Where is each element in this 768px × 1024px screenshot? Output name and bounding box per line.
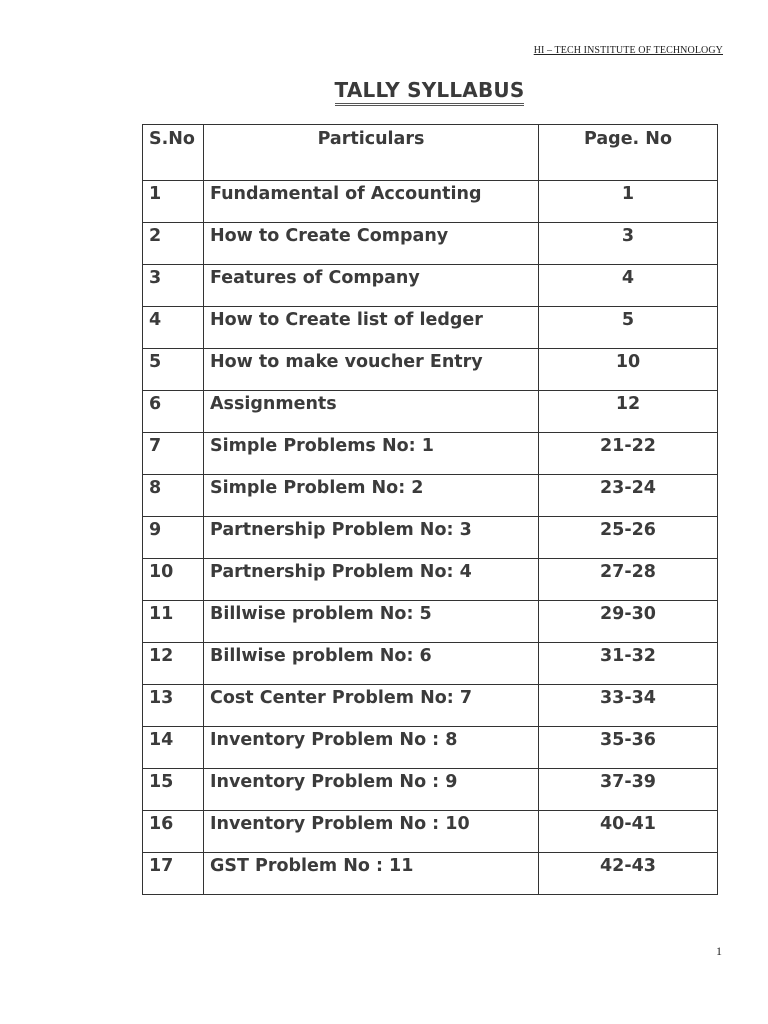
table-row (143, 601, 718, 643)
particulars-cell: Simple Problem No: 2 (204, 475, 539, 517)
sno-cell: 17 (143, 853, 204, 895)
table-row (143, 265, 718, 307)
table-row (143, 181, 718, 223)
table-row (143, 643, 718, 685)
sno-cell: 6 (143, 391, 204, 433)
page-no-cell: 35-36 (539, 727, 718, 769)
page-no-cell: 42-43 (539, 853, 718, 895)
page-no-cell: 3 (539, 223, 718, 265)
particulars-cell: Billwise problem No: 6 (204, 643, 539, 685)
page-no-cell: 27-28 (539, 559, 718, 601)
particulars-cell: How to Create list of ledger (204, 307, 539, 349)
table-body (143, 181, 718, 895)
sno-cell: 16 (143, 811, 204, 853)
syllabus-table (142, 124, 718, 895)
title-container (142, 78, 717, 102)
table-row (143, 517, 718, 559)
sno-cell: 14 (143, 727, 204, 769)
sno-cell: 2 (143, 223, 204, 265)
sno-cell: 5 (143, 349, 204, 391)
column-header-particulars: Particulars (204, 125, 539, 181)
page-number: 1 (716, 944, 722, 958)
table-row (143, 769, 718, 811)
particulars-cell: Assignments (204, 391, 539, 433)
particulars-cell: How to Create Company (204, 223, 539, 265)
particulars-cell: How to make voucher Entry (204, 349, 539, 391)
sno-cell: 13 (143, 685, 204, 727)
sno-cell: 8 (143, 475, 204, 517)
particulars-cell: Billwise problem No: 5 (204, 601, 539, 643)
sno-cell: 11 (143, 601, 204, 643)
table-row (143, 853, 718, 895)
table-row (143, 559, 718, 601)
particulars-cell: Partnership Problem No: 3 (204, 517, 539, 559)
particulars-cell: Inventory Problem No : 9 (204, 769, 539, 811)
page-no-cell: 23-24 (539, 475, 718, 517)
sno-cell: 12 (143, 643, 204, 685)
page-no-cell: 37-39 (539, 769, 718, 811)
table-row (143, 307, 718, 349)
page-no-cell: 4 (539, 265, 718, 307)
particulars-cell: Simple Problems No: 1 (204, 433, 539, 475)
sno-cell: 15 (143, 769, 204, 811)
page-no-cell: 40-41 (539, 811, 718, 853)
table-row (143, 391, 718, 433)
particulars-cell: Inventory Problem No : 10 (204, 811, 539, 853)
table-row (143, 433, 718, 475)
sno-cell: 4 (143, 307, 204, 349)
page-no-cell: 10 (539, 349, 718, 391)
page-no-cell: 1 (539, 181, 718, 223)
particulars-cell: Features of Company (204, 265, 539, 307)
sno-cell: 1 (143, 181, 204, 223)
column-header-sno: S.No (143, 125, 204, 181)
page-no-cell: 31-32 (539, 643, 718, 685)
table-header-row (143, 125, 718, 181)
table-row (143, 727, 718, 769)
particulars-cell: Cost Center Problem No: 7 (204, 685, 539, 727)
table-row (143, 685, 718, 727)
page-title: TALLY SYLLABUS (335, 78, 525, 106)
sno-cell: 9 (143, 517, 204, 559)
sno-cell: 3 (143, 265, 204, 307)
page-no-cell: 5 (539, 307, 718, 349)
page-no-cell: 25-26 (539, 517, 718, 559)
table-row (143, 811, 718, 853)
column-header-page-no: Page. No (539, 125, 718, 181)
page-no-cell: 21-22 (539, 433, 718, 475)
page-no-cell: 33-34 (539, 685, 718, 727)
particulars-cell: Partnership Problem No: 4 (204, 559, 539, 601)
table-row (143, 223, 718, 265)
particulars-cell: Fundamental of Accounting (204, 181, 539, 223)
particulars-cell: GST Problem No : 11 (204, 853, 539, 895)
institute-header: HI – TECH INSTITUTE OF TECHNOLOGY (533, 45, 723, 56)
page-no-cell: 12 (539, 391, 718, 433)
sno-cell: 7 (143, 433, 204, 475)
sno-cell: 10 (143, 559, 204, 601)
page-no-cell: 29-30 (539, 601, 718, 643)
table-row (143, 475, 718, 517)
particulars-cell: Inventory Problem No : 8 (204, 727, 539, 769)
table-row (143, 349, 718, 391)
